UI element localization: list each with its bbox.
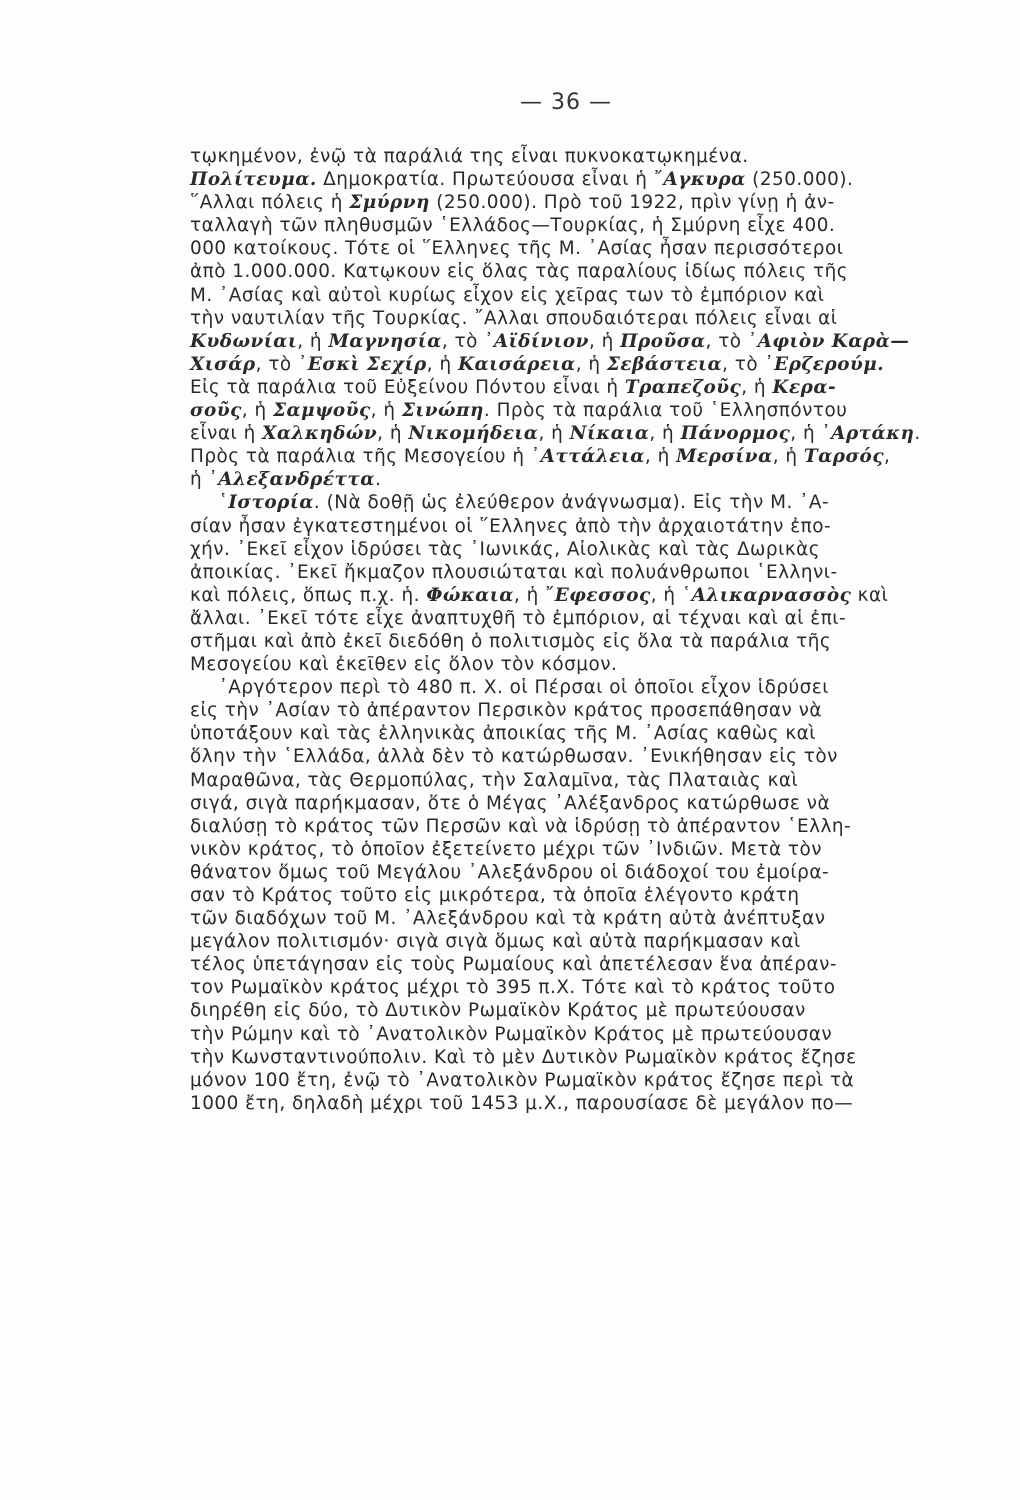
text-line: θάνατον ὅμως τοῦ Μεγάλου ᾿Αλεξάνδρου οἱ διάδοχοί του ἐμοίρα- <box>190 861 830 883</box>
text-line: χήν. ᾿Εκεῖ εἶχον ἱδρύσει τὰς ᾿Ιωνικάς, Αἰολικὰς καὶ τὰς Δωρικὰς <box>190 538 821 560</box>
emphasized-term: Εφεσσος <box>554 584 651 606</box>
text-line: ἡ ᾿Αλεξανδρέττα. <box>190 469 382 491</box>
text-line: Κυδωνίαι, ἡ Μαγνησία, τὸ ᾿Αϊδίνιον, ἡ Προῦσα, τὸ ᾿Αφιὸν Καρὰ— <box>190 330 910 352</box>
text-line: ἀπὸ 1.000.000. Κατῳκουν εἰς ὅλας τὰς παραλίους ἰδίως πόλεις τῆς <box>190 261 849 283</box>
emphasized-term: Φώκαια <box>426 584 514 606</box>
text-line: Μεσογείου καὶ ἐκεῖθεν εἰς ὅλον τὸν κόσμον. <box>190 654 618 676</box>
emphasized-term: Σεβάστεια <box>606 353 723 375</box>
text-line: σίαν ἦσαν ἐγκατεστημένοι οἱ ῞Ελληνες ἀπὸ τὴν ἀρχαιοτάτην ἐπο- <box>190 515 832 537</box>
page-number: — 36 — <box>520 90 612 115</box>
emphasized-term: Προῦσα <box>620 330 706 352</box>
text-line: Μ. ᾿Ασίας καὶ αὐτοὶ κυρίως εἶχον εἰς χεῖρας των τὸ ἐμπόριον καὶ <box>190 284 825 306</box>
emphasized-term: Αλεξανδρέττα <box>218 469 375 491</box>
emphasized-term: Σαμψοῦς <box>273 400 371 422</box>
text-line: τὴν ναυτιλίαν τῆς Τουρκίας. ῎Αλλαι σπουδαιότεραι πόλεις εἶναι αἱ <box>190 307 838 329</box>
text-line: σιγά, σιγὰ παρήκμασαν, ὅτε ὁ Μέγας ᾿Αλέξανδρος κατώρθωσε νὰ <box>190 792 831 814</box>
emphasized-term: Αρτάκη <box>831 423 915 445</box>
emphasized-term: σοῦς <box>190 400 242 422</box>
emphasized-term: Εσκὶ Σεχίρ <box>307 353 427 375</box>
emphasized-term: Ταρσός <box>803 446 885 468</box>
text-line: Μαραθῶνα, τὰς Θερμοπύλας, τὴν Σαλαμῖνα, τὰς Πλαταιὰς καὶ <box>190 769 799 791</box>
text-line: τέλος ὑπετάγησαν εἰς τοὺς Ρωμαίους καὶ ἀπετέλεσαν ἕνα ἀπέραν- <box>190 954 837 976</box>
emphasized-term: Σινώπη <box>401 400 484 422</box>
text-line: ὑποτάξουν καὶ τὰς ἑλληνικὰς ἀποικίας τῆς Μ. ᾿Ασίας καθὼς καὶ <box>190 723 817 745</box>
emphasized-term: Αλικαρνασσὸς <box>691 584 852 606</box>
emphasized-term: Σμύρνη <box>349 192 430 214</box>
text-line: μεγάλον πολιτισμόν· σιγὰ σιγὰ ὅμως καὶ αὐτὰ παρήκμασαν καὶ <box>190 931 801 953</box>
emphasized-term: Πολίτευμα. <box>190 169 317 191</box>
text-line: τὴν Κωνσταντινούπολιν. Καὶ τὸ μὲν Δυτικὸν Ρωμαϊκὸν κράτος ἔζησε <box>190 1046 857 1068</box>
text-line: στῆμαι καὶ ἀπὸ ἐκεῖ διεδόθη ὁ πολιτισμὸς εἰς ὅλα τὰ παράλια τῆς <box>190 630 832 652</box>
text-line: ῾Ιστορία. (Νὰ δοθῇ ὡς ἐλεύθερον ἀνάγνωσμα). Εἰς τὴν Μ. ᾿Α- <box>190 492 830 514</box>
text-line: ἀποικίας. ᾿Εκεῖ ἤκμαζον πλουσιώταται καὶ πολυάνθρωποι ῾Ελληνι- <box>190 561 838 583</box>
emphasized-term: Νικομήδεια <box>408 423 539 445</box>
text-line: 000 κατοίκους. Τότε οἱ ῞Ελληνες τῆς Μ. ᾿Ασίας ἦσαν περισσότεροι <box>190 238 844 260</box>
emphasized-term: Χισάρ <box>190 353 256 375</box>
emphasized-term: Τραπεζοῦς <box>624 376 742 398</box>
emphasized-term: Μαγνησία <box>328 330 442 352</box>
text-line: εἶναι ἡ Χαλκηδών, ἡ Νικομήδεια, ἡ Νίκαια, ἡ Πάνορμος, ἡ ᾿Αρτάκη. <box>190 423 921 445</box>
emphasized-term: Κερα- <box>772 376 837 398</box>
text-line: τον Ρωμαϊκὸν κράτος μέχρι τὸ 395 π.Χ. Τότε καὶ τὸ κράτος τοῦτο <box>190 977 836 999</box>
text-line: Πρὸς τὰ παράλια τῆς Μεσογείου ἡ ᾿Αττάλεια, ἡ Μερσίνα, ἡ Ταρσός, <box>190 446 891 468</box>
emphasized-term: Ερζερούμ. <box>774 353 885 375</box>
text-line: ᾿Αργότερον περὶ τὸ 480 π. Χ. οἱ Πέρσαι οἱ ὁποῖοι εἶχον ἱδρύσει <box>190 677 829 699</box>
emphasized-term: Αγκυρα <box>663 169 746 191</box>
text-line: διηρέθη εἰς δύο, τὸ Δυτικὸν Ρωμαϊκὸν Κράτος μὲ πρωτεύουσαν <box>190 1000 806 1022</box>
text-line: τῳκημένον, ἐνῷ τὰ παράλιά της εἶναι πυκνοκατῳκημένα. <box>190 146 749 167</box>
emphasized-term: Καισάρεια <box>457 353 576 375</box>
text-line: ταλλαγὴ τῶν πληθυσμῶν ῾Ελλάδος—Τουρκίας, ἡ Σμύρνη εἶχε 400. <box>190 215 836 237</box>
text-line: 1000 ἔτη, δηλαδὴ μέχρι τοῦ 1453 μ.Χ., παρουσίασε δὲ μεγάλον πο— <box>190 1092 854 1114</box>
emphasized-term: Νίκαια <box>569 423 650 445</box>
text-line: ἄλλαι. ᾿Εκεῖ τότε εἶχε ἀναπτυχθῆ τὸ ἐμπόριον, αἱ τέχναι καὶ αἱ ἐπι- <box>190 607 847 629</box>
emphasized-term: Αττάλεια <box>540 446 645 468</box>
emphasized-term: Πάνορμος <box>680 423 791 445</box>
emphasized-term: Αϊδίνιον <box>493 330 589 352</box>
text-line: εἰς τὴν ᾿Ασίαν τὸ ἀπέραντον Περσικὸν κράτος προσεπάθησαν νὰ <box>190 700 822 722</box>
text-line: σοῦς, ἡ Σαμψοῦς, ἡ Σινώπη. Πρὸς τὰ παράλια τοῦ ῾Ελλησπόντου <box>190 400 848 422</box>
text-line: Χισάρ, τὸ ᾿Εσκὶ Σεχίρ, ἡ Καισάρεια, ἡ Σεβάστεια, τὸ ᾿Ερζερούμ. <box>190 353 885 375</box>
text-line: διαλύσῃ τὸ κράτος τῶν Περσῶν καὶ νὰ ἱδρύσῃ τὸ ἀπέραντον ῾Ελλη- <box>190 815 852 837</box>
body-text <box>190 145 965 1115</box>
emphasized-term: Ιστορία <box>228 492 314 514</box>
text-line: σαν τὸ Κράτος τοῦτο εἰς μικρότερα, τὰ ὁποῖα ἐλέγοντο κράτη <box>190 885 800 906</box>
text-line: καὶ πόλεις, ὅπως π.χ. ἡ. Φώκαια, ἡ ῎Εφεσσος, ἡ ῾Αλικαρνασσὸς καὶ <box>190 584 889 606</box>
text-line: Πολίτευμα. Δημοκρατία. Πρωτεύουσα εἶναι ἡ ῎Αγκυρα (250.000). <box>190 169 854 191</box>
emphasized-term: Αφιὸν Καρὰ— <box>757 330 910 352</box>
text-line: ὅλην τὴν ῾Ελλάδα, ἀλλὰ δὲν τὸ κατώρθωσαν. ᾿Ενικήθησαν εἰς τὸν <box>190 746 838 768</box>
text-line: τὴν Ρώμην καὶ τὸ ᾿Ανατολικὸν Ρωμαϊκὸν Κράτος μὲ πρωτεύουσαν <box>190 1023 833 1045</box>
text-line: ῞Αλλαι πόλεις ἡ Σμύρνη (250.000). Πρὸ τοῦ 1922, πρὶν γίνῃ ἡ ἀν- <box>190 192 835 214</box>
text-line: νικὸν κράτος, τὸ ὁποῖον ἐξετείνετο μέχρι τῶν ᾿Ινδιῶν. Μετὰ τὸν <box>190 838 823 860</box>
text-line: μόνον 100 ἔτη, ἐνῷ τὸ ᾿Ανατολικὸν Ρωμαϊκὸν κράτος ἔζησε περὶ τὰ <box>190 1069 855 1091</box>
emphasized-term: Μερσίνα <box>676 446 773 468</box>
emphasized-term: Χαλκηδών <box>262 423 378 445</box>
text-line: Εἰς τὰ παράλια τοῦ Εὐξείνου Πόντου εἶναι ἡ Τραπεζοῦς, ἡ Κερα- <box>190 376 837 398</box>
emphasized-term: Κυδωνίαι <box>190 330 298 352</box>
text-line: τῶν διαδόχων τοῦ Μ. ᾿Αλεξάνδρου καὶ τὰ κράτη αὐτὰ ἀνέπτυξαν <box>190 908 826 930</box>
